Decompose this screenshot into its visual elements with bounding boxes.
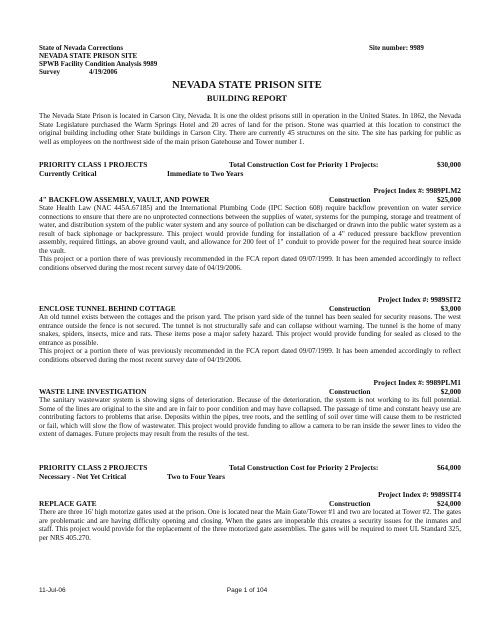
class1-status: Currently Critical (39, 169, 97, 178)
header-survey-label: Survey (39, 68, 60, 76)
intro-paragraph (39, 112, 461, 146)
project-type: Construction (329, 499, 371, 508)
project-description-text: There are three 16' high motorize gates used at the prison. One is located near the Main Gate/Tower #1 and two are located at Tower #2. The gates are problematic and are having difficulty opening and closing. When the gates are inoperable this creates a security issues for the inmates and staff. This project would provide for the replacement of the three motorized gate assemblies. The gates will be required to meet UL Standard 325, per NRS 405.270. (39, 508, 461, 542)
project-description-text: State Health Law (NAC 445A.67185) and the International Plumbing Code (IPC Section 608) require backflow prevention on water service connections to ensure that there are no unprotected connections between the supplies of water, systems for the pumping, storage and treatment of water, and distribution system of the public water system and any source of pollution can be discharged or drawn into the public water system as a result of back siphonage or backpressure. This project would provide funding for installation of a 4" reduced pressure backflow prevention assembly, required fittings, an above ground vault, and allowance for 200 feet of 1" conduit to provide power for the required heat source inside the vault. (39, 204, 461, 255)
class2-total-label: Total Construction Cost for Priority 2 Projects: (229, 463, 379, 472)
class1-total: $30,000 (436, 160, 461, 169)
project-cost: $25,000 (436, 195, 461, 204)
class2-timeframe: Two to Four Years (167, 472, 225, 481)
class1-title: PRIORITY CLASS 1 PROJECTS (39, 160, 148, 169)
project-description (39, 396, 461, 439)
page-title: NEVADA STATE PRISON SITE (172, 80, 322, 91)
project-description (39, 204, 461, 272)
header-agency: State of Nevada Corrections (39, 44, 124, 52)
project-index: Project Index #: 9989SIT2 (377, 295, 461, 304)
project-name: WASTE LINE INVESTIGATION (39, 387, 147, 396)
class2-status: Necessary - Not Yet Critical (39, 472, 127, 481)
project-name: REPLACE GATE (39, 499, 97, 508)
project-description (39, 508, 461, 542)
project-description (39, 313, 461, 364)
project-cost: $24,000 (436, 499, 461, 508)
class1-total-label: Total Construction Cost for Priority 1 Projects: (229, 160, 379, 169)
project-note: This project or a portion there of was previously recommended in the FCA report dated 09/07/1999. It has been amended accordingly to reflect conditions observed during the most recent survey date of 04/19/2006. (39, 347, 461, 364)
intro-text: The Nevada State Prison is located in Carson City, Nevada. It is one the oldest prisons still in operation in the United States. In 1862, the Nevada State Legislature purchased the Warm Springs Hotel and 20 acres of land for the prison. Stone was quarried at this location to construct the original building including other State buildings in Carson City. There are currently 45 structures on the site. The site has parking for public as well as employees on the northwest side of the main prison Gatehouse and Tower number 1. (39, 112, 461, 146)
project-type: Construction (329, 195, 371, 204)
class2-title: PRIORITY CLASS 2 PROJECTS (39, 463, 148, 472)
class1-timeframe: Immediate to Two Years (167, 169, 244, 178)
project-description-text: An old tunnel exists between the cottages and the prison yard. The prison yard side of the tunnel has been sealed for security reasons. The west entrance outside the fence is not secured. The tunnel is not structurally safe and can collapse without warning. The tunnel is the home of many snakes, spiders, insects, mice and rats. These items pose a major safety hazard. This project would provide funding for sealed as closed to the entrance as possible. (39, 313, 461, 347)
project-cost: $3,000 (440, 304, 461, 313)
header-survey-date: 4/19/2006 (89, 68, 118, 76)
project-name: 4" BACKFLOW ASSEMBLY, VAULT, AND POWER (39, 195, 210, 204)
project-description-text: The sanitary wastewater system is showing signs of deterioration. Because of the deterioration, the system is not working to its full potential. Some of the lines are original to the site and are in fair to poor condition and may have collapsed. The passage of time and constant heavy use are contributing factors to problems that arise. Deposits within the pipes, tree roots, and the settling of soil over time will cause them to be restricted or fail, which will slow the flow of wastewater. This project would provide funding to allow a camera to be ran inside the sewer lines to video the extent of damages. Future projects may result from the results of the test. (39, 396, 461, 438)
project-note: This project or a portion there of was previously recommended in the FCA report dated 09/07/1999. It has been amended accordingly to reflect conditions observed during the most recent survey date of 04/19/2006. (39, 255, 461, 272)
project-index: Project Index #: 9989PLM2 (373, 186, 461, 195)
project-cost: $2,000 (440, 387, 461, 396)
project-type: Construction (329, 304, 371, 313)
header-analysis: SPWB Facility Condition Analysis 9989 (39, 60, 158, 68)
header-site-number: Site number: 9989 (369, 44, 424, 52)
project-name: ENCLOSE TUNNEL BEHIND COTTAGE (39, 304, 176, 313)
header-site: NEVADA STATE PRISON SITE (39, 52, 138, 60)
footer-date: 11-Jul-06 (39, 587, 66, 594)
class2-total: $64,000 (436, 463, 461, 472)
project-type: Construction (329, 387, 371, 396)
project-index: Project Index #: 9989PLM1 (373, 378, 461, 387)
footer-page-number: Page 1 of 104 (226, 587, 268, 594)
project-index: Project Index #: 9989SIT4 (377, 490, 461, 499)
page-subtitle: BUILDING REPORT (206, 93, 288, 103)
